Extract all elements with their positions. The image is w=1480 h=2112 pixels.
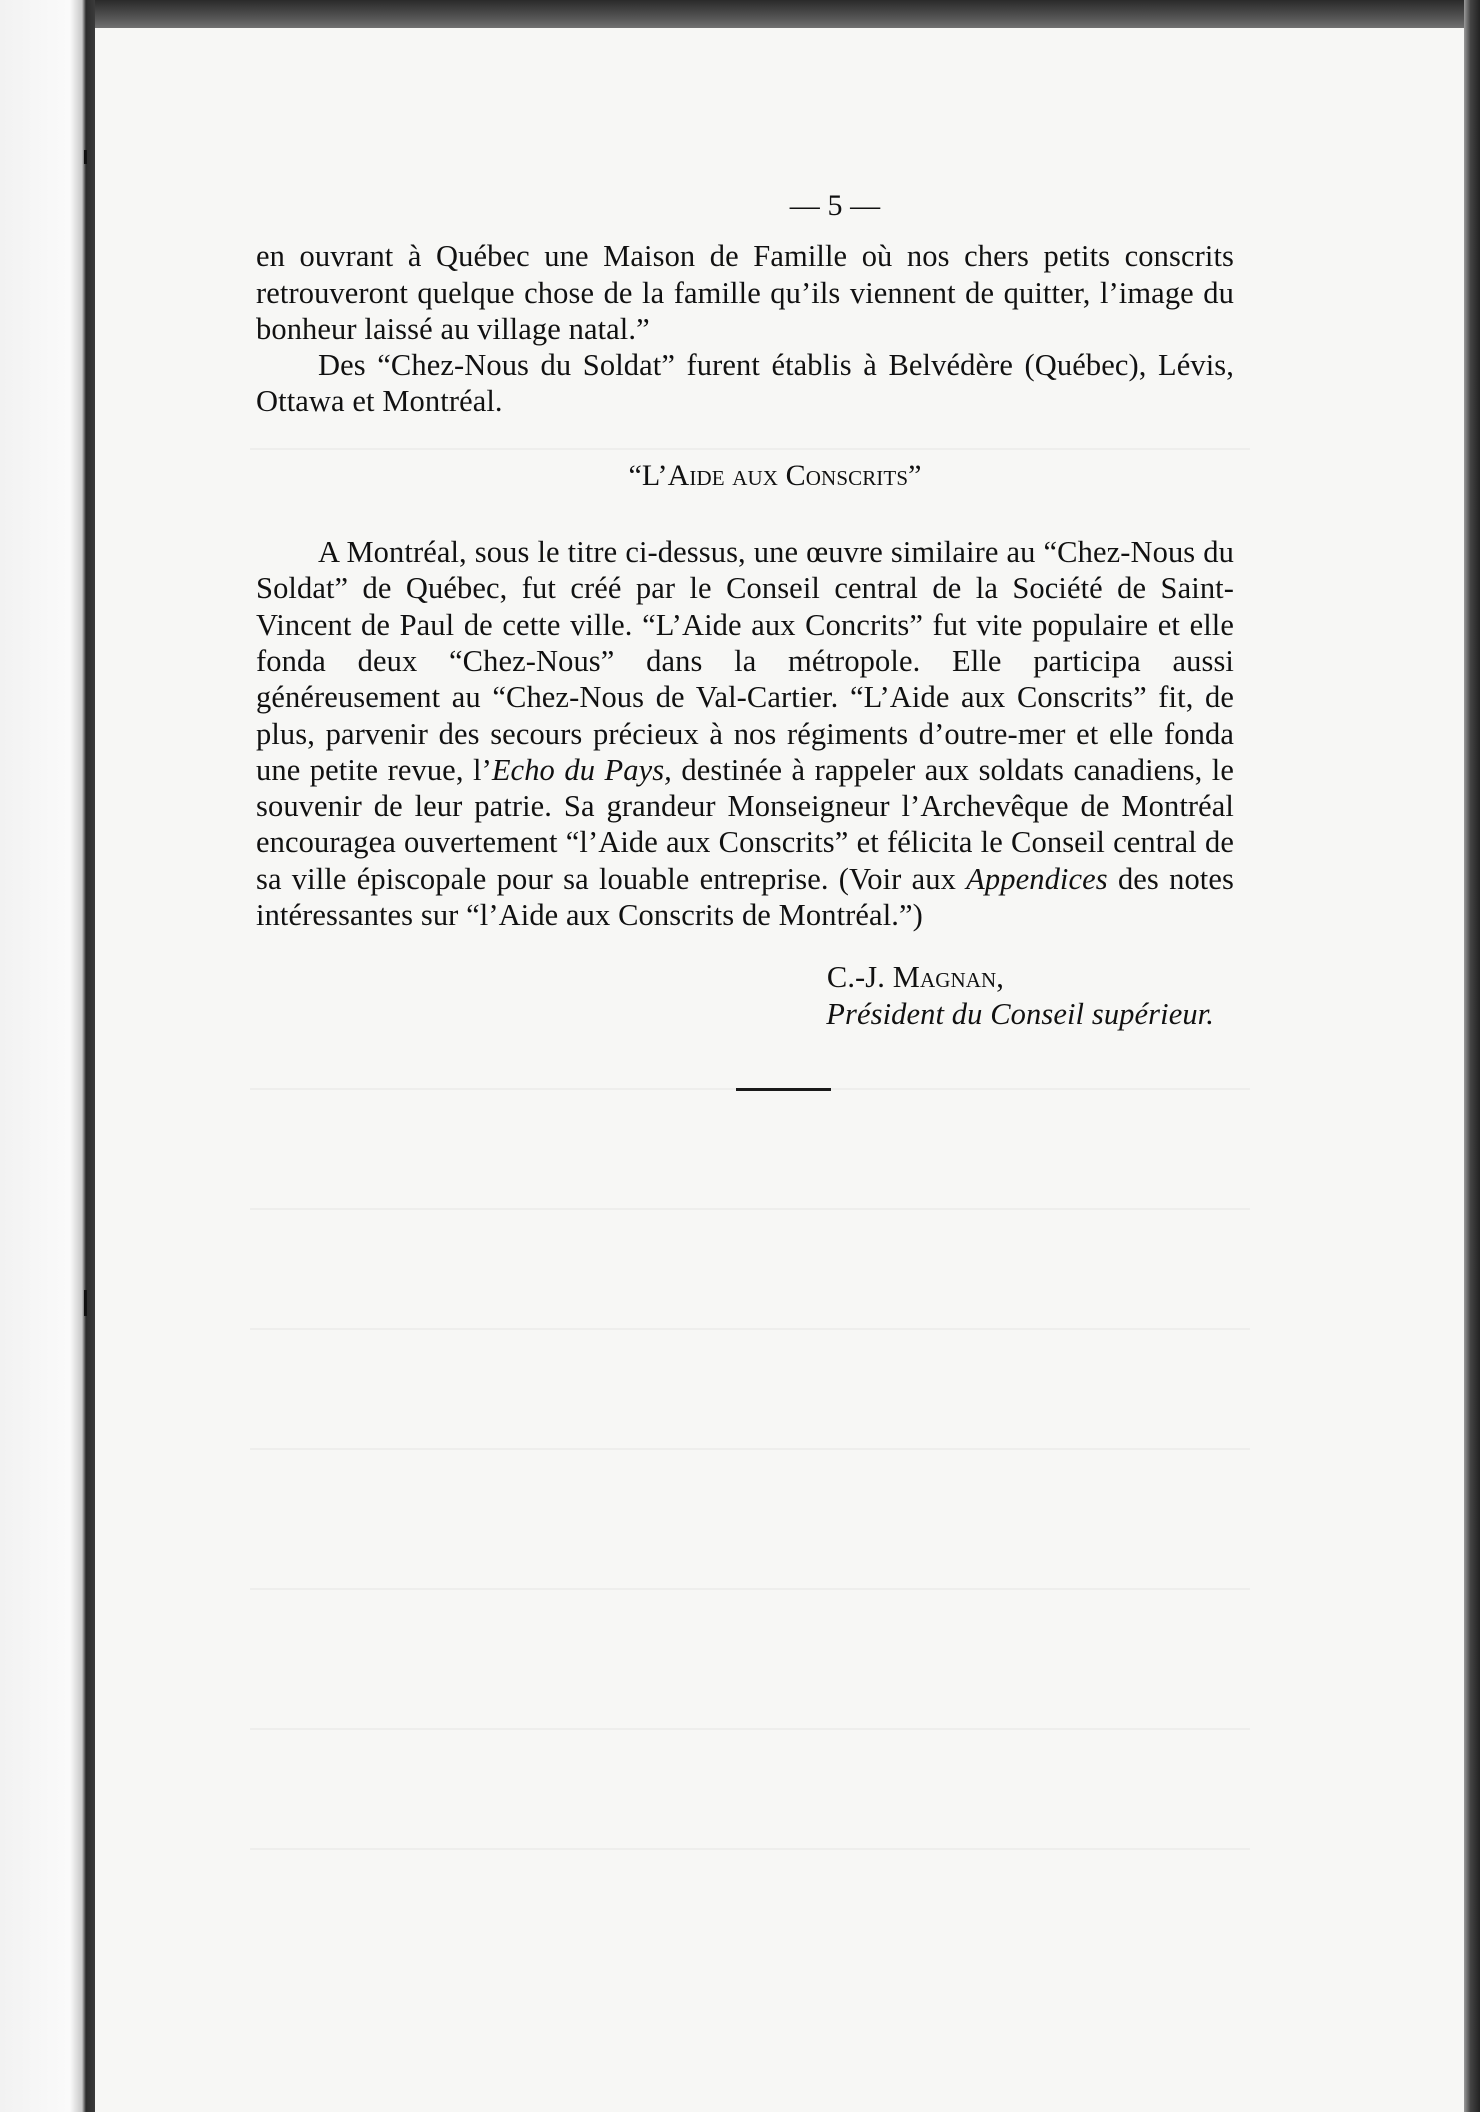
scan-border-left: [0, 0, 95, 2112]
signature-name: C.-J. Magnan,: [826, 960, 1004, 995]
paragraph-continuation: en ouvrant à Québec une Maison de Famille où nos chers petits conscrits retrouveront quelque chose de la famille qu’ils viennent de quitter, l’image du bonheur laissé au village natal.”: [256, 239, 1234, 346]
show-through: [250, 1588, 1250, 1590]
show-through: [250, 1208, 1250, 1210]
show-through: [250, 1728, 1250, 1730]
signature-title: Président du Conseil supérieur.: [826, 996, 1214, 1031]
page-text: [256, 188, 1234, 1091]
closing-rule: [736, 1088, 831, 1091]
paragraph-text: des notes intéressantes sur “l’Aide aux Conscrits de Montréal.”): [256, 861, 1234, 933]
show-through: [250, 1848, 1250, 1850]
paragraph-italic-title: Echo du Pays,: [491, 752, 672, 787]
show-through: [250, 1448, 1250, 1450]
page-number: — 5 —: [789, 189, 881, 222]
section-heading: [256, 458, 1234, 494]
document-page: [95, 28, 1464, 2112]
scan-border-top: [0, 0, 1480, 30]
paragraph-text: destinée à rappeler aux soldats canadiens, le souvenir de leur patrie. Sa grandeur Monseigneur l’Archevêque de Montréal encouragea ouvertement “l’Aide aux Conscrits” et félicita le Conseil central de sa ville épiscopale pour sa louable entreprise. (Voir aux: [256, 752, 1234, 896]
section-heading-text: “L’Aide aux Conscrits”: [628, 458, 922, 492]
paragraph-italic-appendices: Appendices: [966, 861, 1108, 896]
paragraph-chez-nous: Des “Chez-Nous du Soldat” furent établis à Belvédère (Québec), Lévis, Ottawa et Montréal.: [256, 348, 1234, 419]
scan-border-right: [1464, 0, 1480, 2112]
paragraph-text: A Montréal, sous le titre ci-dessus, une œuvre similaire au “Chez-Nous du Soldat” de Québec, fut créé par le Conseil central de la Société de Saint-Vincent de Paul de cette ville. “L’Aide aux Concrits” fut vite populaire et elle fonda deux “Chez-Nous” dans la métropole. Elle participa aussi généreusement au “Chez-Nous de Val-Cartier. “L’Aide aux Conscrits” fit, de plus, parvenir des secours précieux à nos régiments d’outre-mer et elle fonda une petite revue, l’: [256, 535, 1234, 787]
margin-mark: [84, 1290, 87, 1316]
paragraph-aide-aux-conscrits: [256, 534, 1234, 933]
signature-block: [256, 959, 1234, 1032]
show-through: [250, 1328, 1250, 1330]
margin-mark: [84, 150, 87, 164]
